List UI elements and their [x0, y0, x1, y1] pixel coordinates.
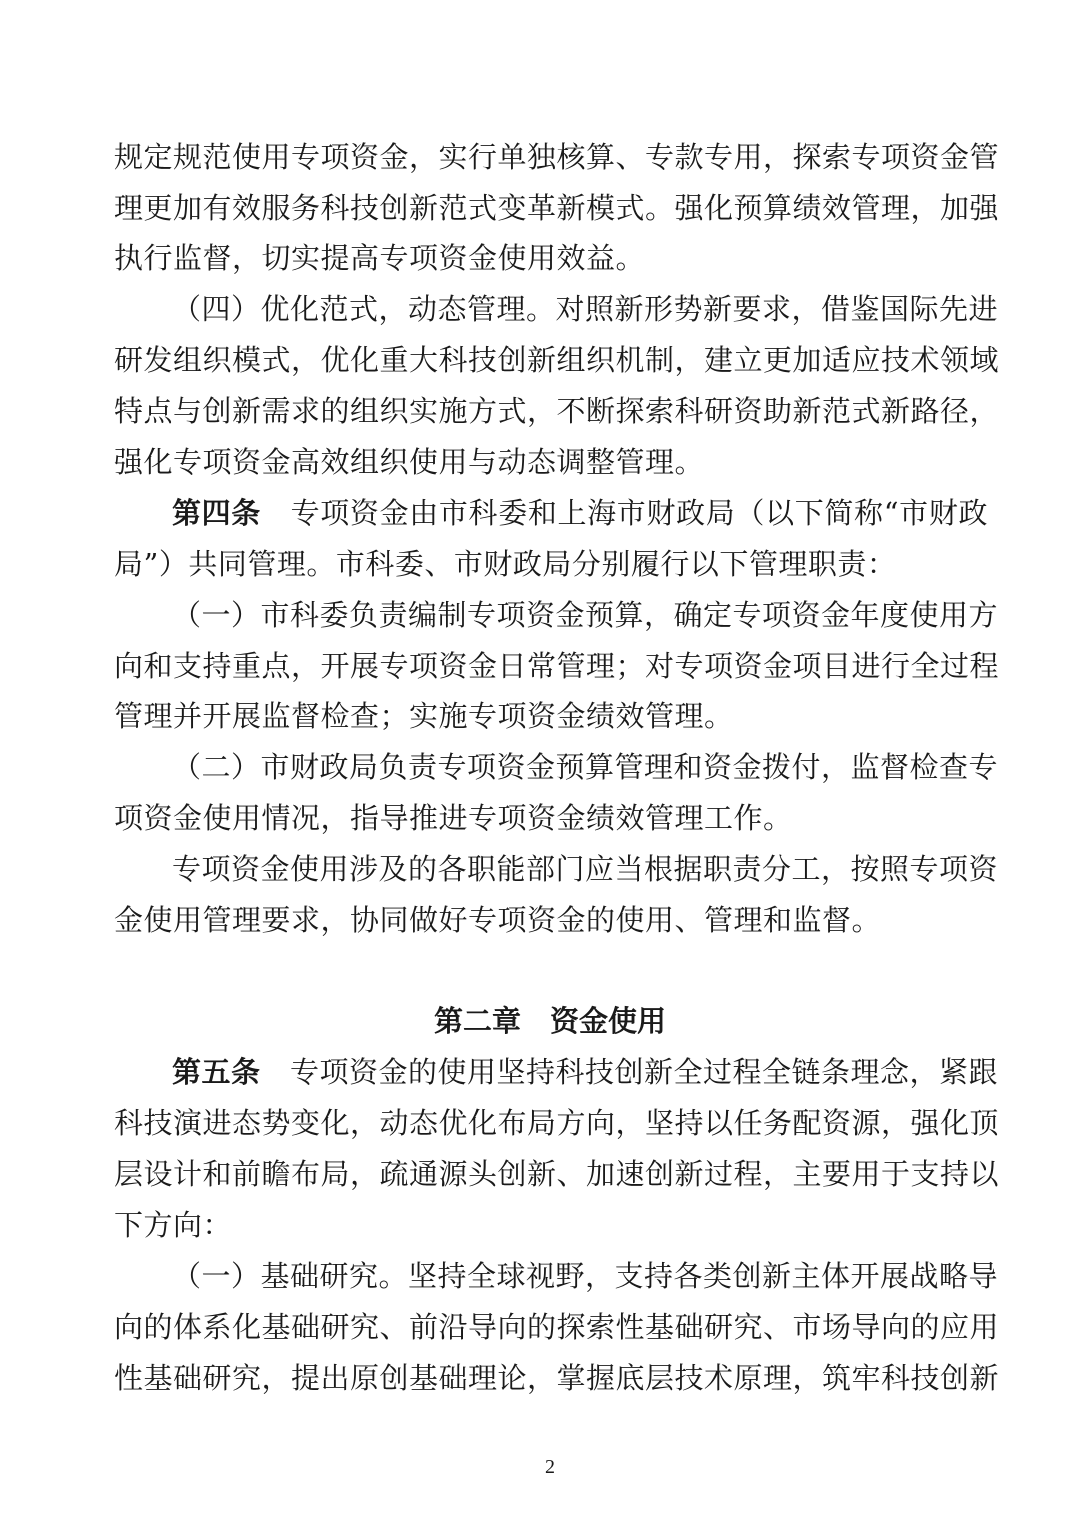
text-line: 特点与创新需求的组织实施方式，不断探索科研资助新范式新路径， [114, 394, 1000, 428]
text-line: 性基础研究，提出原创基础理论，掌握底层技术原理，筑牢科技创新 [114, 1361, 1000, 1395]
text-line: 层设计和前瞻布局，疏通源头创新、加速创新过程，主要用于支持以 [114, 1157, 1000, 1191]
text-line: 向和支持重点，开展专项资金日常管理；对专项资金项目进行全过程 [114, 649, 1000, 683]
article-5-label: 第五条 [172, 1055, 261, 1089]
text-line: 金使用管理要求，协同做好专项资金的使用、管理和监督。 [114, 903, 882, 937]
article-5-line [172, 1055, 999, 1091]
chapter-heading: 第二章 资金使用 [433, 1004, 666, 1038]
article-4-text: 专项资金由市科委和上海市财政局（以下简称“市财政 [290, 496, 988, 530]
text-line: （二）市财政局负责专项资金预算管理和资金拨付，监督检查专 [172, 750, 999, 784]
text-line: 项资金使用情况，指导推进专项资金绩效管理工作。 [114, 801, 793, 835]
text-line: 专项资金使用涉及的各职能部门应当根据职责分工，按照专项资 [172, 852, 999, 886]
article-4-label: 第四条 [172, 496, 261, 530]
text-line: 执行监督，切实提高专项资金使用效益。 [114, 241, 646, 275]
text-line: （一）基础研究。坚持全球视野，支持各类创新主体开展战略导 [172, 1259, 999, 1293]
text-line: 研发组织模式，优化重大科技创新组织机制，建立更加适应技术领域 [114, 343, 1000, 377]
text-line: 强化专项资金高效组织使用与动态调整管理。 [114, 445, 705, 479]
text-line: 规定规范使用专项资金，实行单独核算、专款专用，探索专项资金管 [114, 140, 1000, 174]
text-line: 理更加有效服务科技创新范式变革新模式。强化预算绩效管理，加强 [114, 191, 1000, 225]
text-line: 下方向： [114, 1208, 233, 1242]
text-line: （四）优化范式，动态管理。对照新形势新要求，借鉴国际先进 [172, 292, 999, 326]
article-5-text: 专项资金的使用坚持科技创新全过程全链条理念，紧跟 [290, 1055, 999, 1089]
text-line: 管理并开展监督检查；实施专项资金绩效管理。 [114, 699, 734, 733]
text-line: 科技演进态势变化，动态优化布局方向，坚持以任务配资源，强化顶 [114, 1106, 1000, 1140]
text-line: 局”）共同管理。市科委、市财政局分别履行以下管理职责： [114, 547, 897, 581]
text-line: 向的体系化基础研究、前沿导向的探索性基础研究、市场导向的应用 [114, 1310, 1000, 1344]
article-4-line [172, 496, 988, 532]
text-line: （一）市科委负责编制专项资金预算，确定专项资金年度使用方 [172, 598, 999, 632]
page-number: 2 [545, 1456, 555, 1478]
